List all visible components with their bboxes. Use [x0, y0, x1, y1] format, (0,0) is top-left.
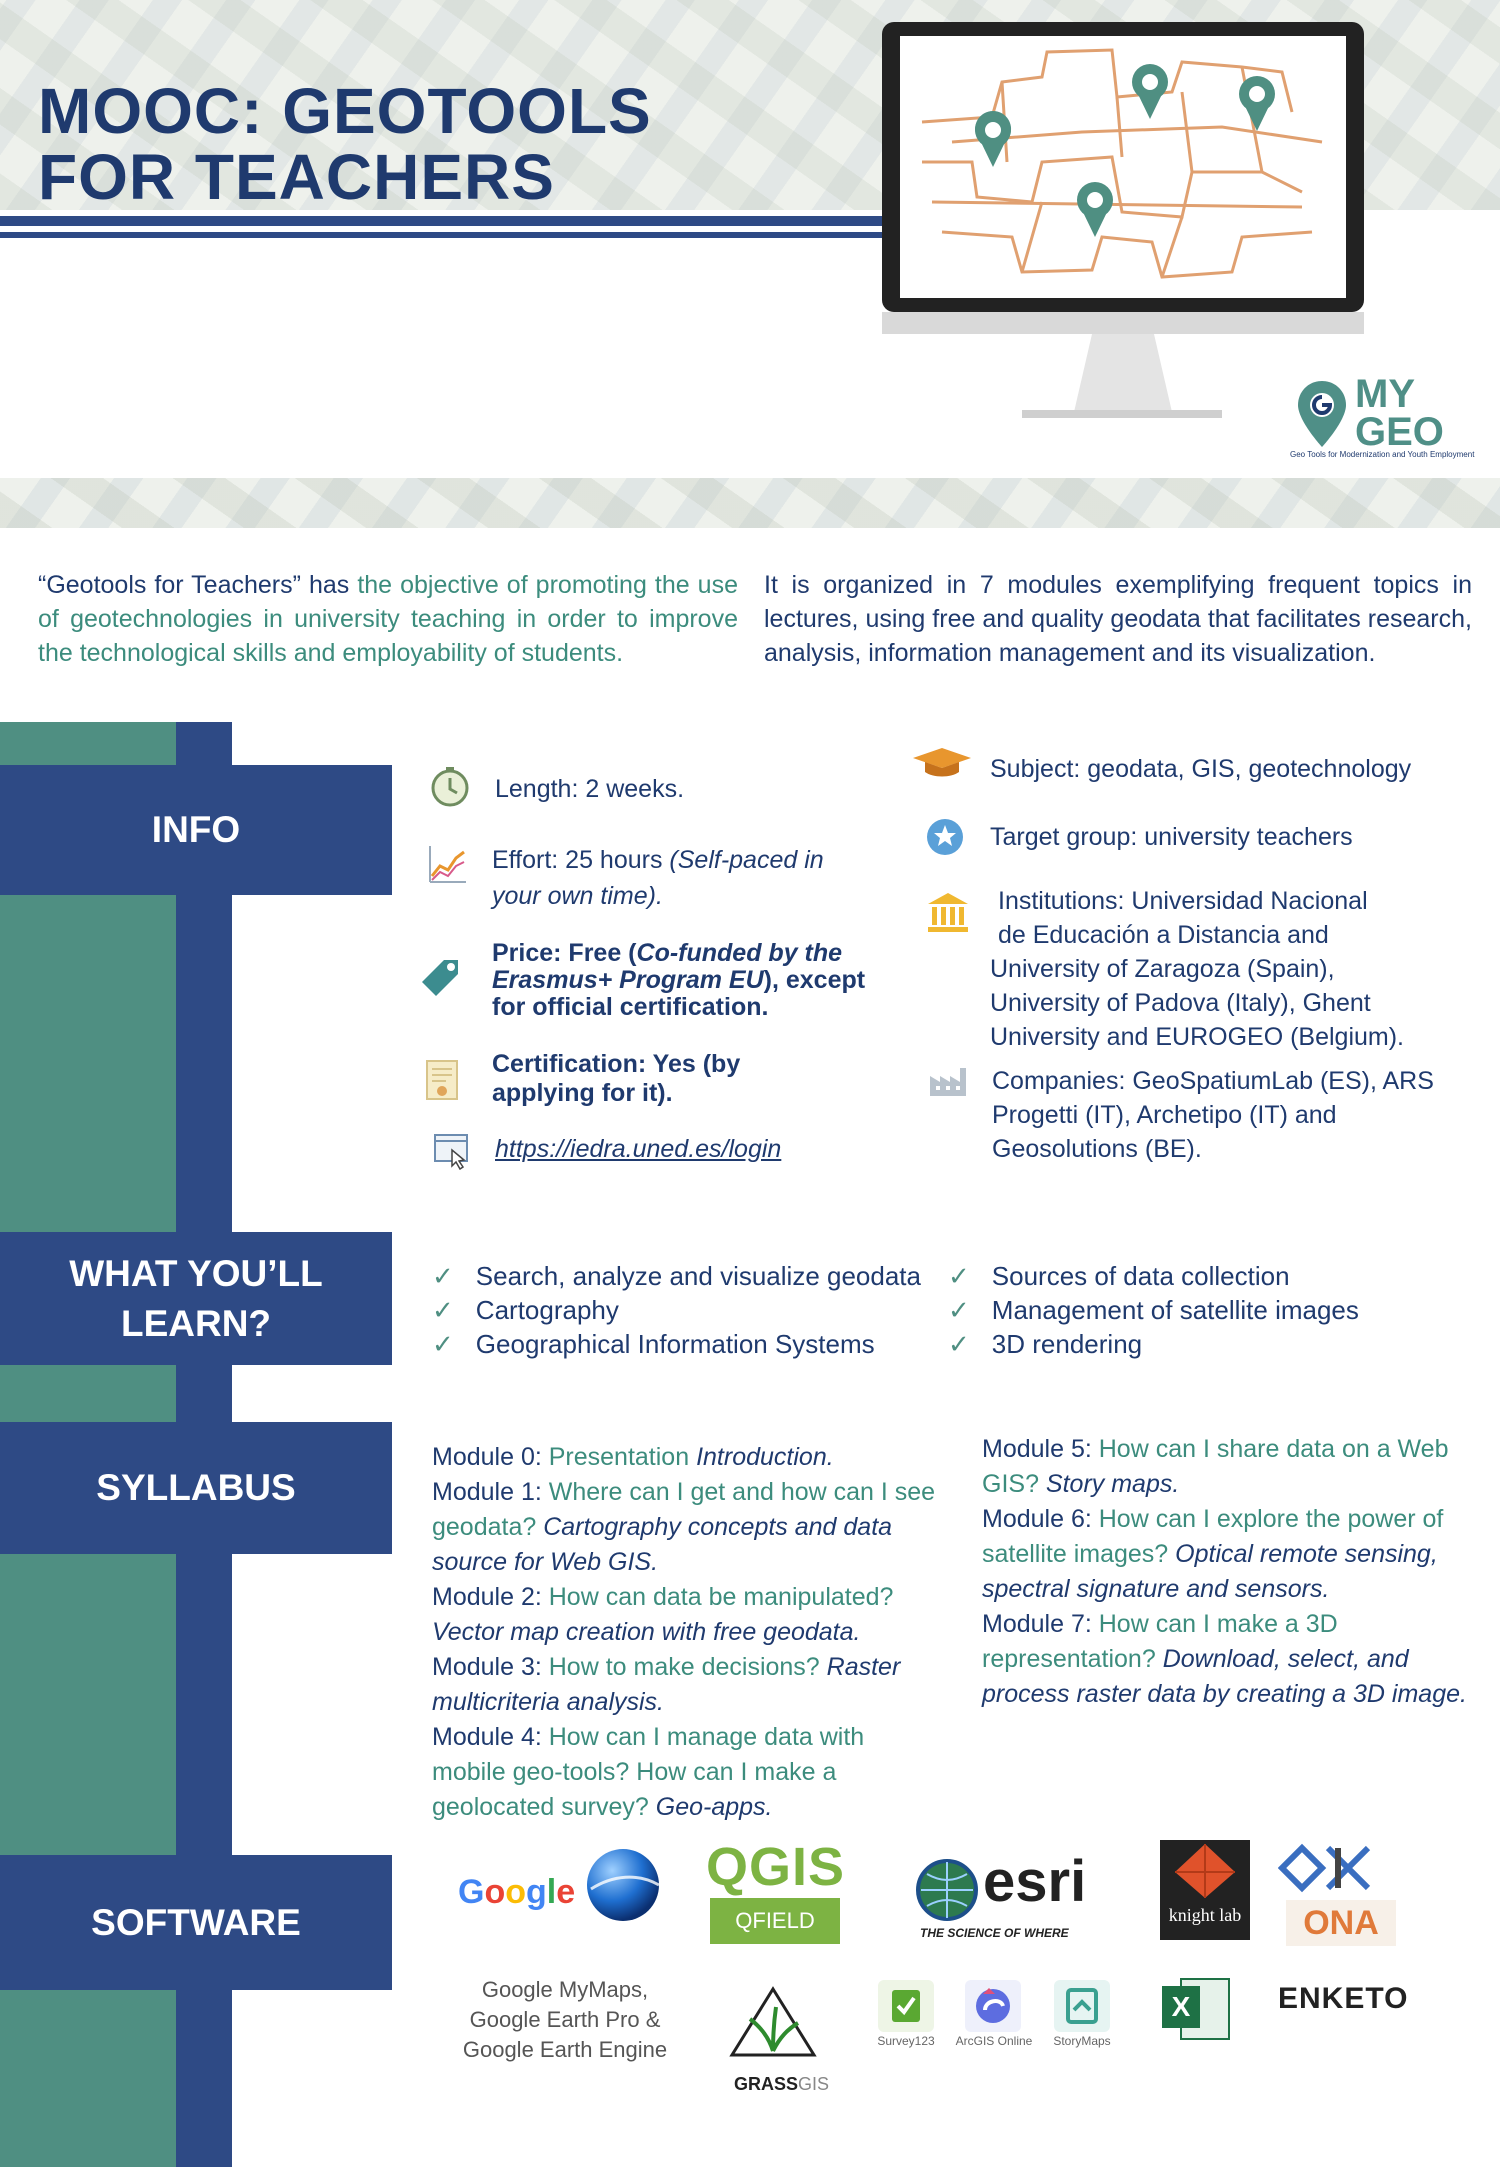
syllabus-left-column: [432, 1440, 942, 1825]
syllabus-module-7: Module 7: How can I make a 3D representation? Download, select, and process raster data by creating a 3D image.: [982, 1610, 1467, 1708]
section-label-software: SOFTWARE: [0, 1855, 392, 1990]
logo-wordmark: [1355, 372, 1444, 454]
effort-note-1: (Self-paced in: [669, 846, 824, 874]
info-price: [492, 940, 865, 1021]
syllabus-module-0: Module 0: Presentation Introduction.: [432, 1443, 834, 1471]
factory-icon: [928, 1066, 968, 1098]
google-earth-icon: [583, 1845, 663, 1925]
price-erasmus: Erasmus+ Program EU: [492, 966, 764, 994]
effort-hours: Effort: 25 hours: [492, 846, 670, 874]
knightlab-logo: [1160, 1840, 1250, 1940]
google-logo: Google: [458, 1873, 576, 1911]
syllabus-module-5: Module 5: How can I share data on a Web GIS? Story maps.: [982, 1435, 1449, 1498]
effort-note-2: your own time).: [492, 882, 663, 910]
monitor-screen: [900, 36, 1346, 298]
clock-icon: [428, 764, 472, 808]
title-line-2: FOR TEACHERS: [38, 141, 555, 213]
qgis-logo: QGIS: [706, 1837, 846, 1897]
google-tools-caption: [440, 1975, 690, 2065]
google-caption-line-1: Google MyMaps,: [481, 1977, 649, 2002]
grass-gis-logo: [734, 2074, 829, 2095]
learn-label-line-2: LEARN?: [120, 1302, 272, 1344]
logo-tagline: Geo Tools for Modernization and Youth Employment: [1290, 450, 1475, 459]
learn-item: ✓ Search, analyze and visualize geodata: [432, 1259, 921, 1293]
learn-list-left: [432, 1259, 921, 1361]
companies-line-2: Progetti (IT), Archetipo (IT) and: [992, 1101, 1337, 1129]
logo-line-1: MY: [1355, 372, 1415, 416]
institution-building-icon: [926, 890, 970, 934]
info-certification: [492, 1050, 740, 1108]
excel-logo: [1162, 1978, 1228, 2038]
grass-text: GRASS: [734, 2074, 799, 2094]
companies-line-3: Geosolutions (BE).: [992, 1135, 1202, 1163]
info-effort: [492, 842, 824, 914]
learn-list-right: [948, 1259, 1359, 1361]
esri-globe-icon: [915, 1858, 979, 1922]
knightlab-text: knight lab: [1168, 1905, 1242, 1925]
intro-organization: It is organized in 7 modules exemplifying frequent topics in lectures, using free and quality geodata that facilitates research, analysis, information management and its visualization.: [764, 571, 1472, 667]
syllabus-module-3: Module 3: How to make decisions? Raster multicriteria analysis.: [432, 1653, 901, 1716]
syllabus-right-column: [982, 1432, 1482, 1712]
learn-label-line-1: WHAT YOU’LL: [69, 1252, 323, 1294]
info-target-group: Target group: university teachers: [990, 823, 1353, 851]
institutions-line-1: Institutions: Universidad Nacional: [998, 887, 1368, 915]
info-length: Length: 2 weeks.: [495, 775, 685, 803]
learn-item: ✓ 3D rendering: [948, 1327, 1359, 1361]
title-line-1: MOOC: GEOTOOLS: [38, 75, 652, 147]
monitor-chin: [882, 312, 1364, 334]
price-tag-icon: [414, 952, 464, 1002]
certificate-icon: [420, 1058, 464, 1102]
enketo-logo: ENKETO: [1278, 1982, 1409, 2015]
excel-icon: X: [1162, 1986, 1200, 2028]
intro-objective-text: the objective of promoting the use of geotechnologies in university teaching in order to improve the technological skills and employability of students.: [38, 571, 738, 667]
section-label-syllabus: SYLLABUS: [0, 1422, 392, 1554]
esri-tagline: THE SCIENCE OF WHERE: [920, 1926, 1069, 1940]
companies-line-1: Companies: GeoSpatiumLab (ES), ARS: [992, 1067, 1434, 1095]
chart-trend-icon: [426, 842, 470, 886]
graduation-cap-icon: [913, 746, 971, 782]
arcgis-online-icon: [965, 1980, 1021, 2032]
institutions-line-4: University of Padova (Italy), Ghent: [990, 989, 1371, 1017]
syllabus-module-1: Module 1: Where can I get and how can I see geodata? Cartography concepts and data source for Web GIS.: [432, 1478, 936, 1576]
monitor-base: [1022, 410, 1222, 418]
arcgis-online-label: ArcGIS Online: [955, 2034, 1033, 2048]
section-label-info: INFO: [0, 765, 392, 895]
survey123-label: Survey123: [877, 2034, 935, 2048]
star-badge-icon: [925, 817, 965, 857]
institutions-line-3: University of Zaragoza (Spain),: [990, 955, 1335, 983]
section-label-learn: [0, 1232, 392, 1365]
info-institutions: [990, 884, 1404, 1054]
learn-item: ✓ Geographical Information Systems: [432, 1327, 921, 1361]
esri-logo: esri: [983, 1849, 1087, 1914]
header-stripe-thin: [0, 232, 890, 238]
survey123-icon: [878, 1980, 934, 2032]
google-caption-line-2: Google Earth Pro &: [469, 2007, 661, 2032]
header-bottom-band: [0, 478, 1500, 528]
syllabus-module-4: Module 4: How can I manage data with mobile geo-tools? How can I make a geolocated survey? Geo-apps.: [432, 1723, 865, 1821]
monitor-stand: [1074, 334, 1172, 412]
price-cofunded: Co-funded by the: [636, 939, 843, 967]
learn-item: ✓ Sources of data collection: [948, 1259, 1359, 1293]
syllabus-module-2: Module 2: How can data be manipulated? Vector map creation with free geodata.: [432, 1583, 894, 1646]
ona-logo: ONA: [1286, 1900, 1396, 1946]
ona-mark-icon: [1278, 1840, 1378, 1896]
knightlab-diamond-icon: [1160, 1840, 1250, 1900]
learn-item: ✓ Cartography: [432, 1293, 921, 1327]
google-caption-line-3: Google Earth Engine: [462, 2037, 668, 2062]
info-companies: [992, 1064, 1434, 1166]
web-link-icon: [432, 1130, 472, 1170]
storymaps-icon: [1054, 1980, 1110, 2032]
institutions-line-2: de Educación a Distancia and: [998, 921, 1329, 949]
intro-course-name: “Geotools for Teachers” has: [38, 571, 350, 599]
mygeo-logo: [1290, 372, 1490, 465]
logo-line-2: GEO: [1355, 410, 1444, 454]
info-subject: Subject: geodata, GIS, geotechnology: [990, 755, 1412, 783]
grass-gis-icon: [728, 1985, 818, 2075]
header-stripe: [0, 216, 890, 226]
storymaps-label: StoryMaps: [1053, 2034, 1111, 2048]
price-except: ), except: [763, 966, 866, 994]
institutions-line-5: University and EUROGEO (Belgium).: [990, 1023, 1405, 1051]
logo-pin-icon: [1296, 379, 1348, 449]
certification-line-2: applying for it).: [492, 1079, 673, 1107]
intro-objective: [38, 568, 738, 670]
price-certification: for official certification.: [492, 993, 769, 1021]
learn-item: ✓ Management of satellite images: [948, 1293, 1359, 1327]
price-free: Price: Free (: [492, 939, 637, 967]
grass-gis-text: GIS: [798, 2074, 830, 2094]
qfield-logo: QFIELD: [710, 1898, 840, 1944]
certification-line-1: Certification: Yes (by: [492, 1050, 741, 1078]
page-title: [38, 75, 798, 213]
course-link[interactable]: https://iedra.uned.es/login: [495, 1135, 782, 1163]
monitor-map-illustration: [882, 22, 1364, 420]
syllabus-module-6: Module 6: How can I explore the power of satellite images? Optical remote sensing, spectral signature and sensors.: [982, 1505, 1444, 1603]
